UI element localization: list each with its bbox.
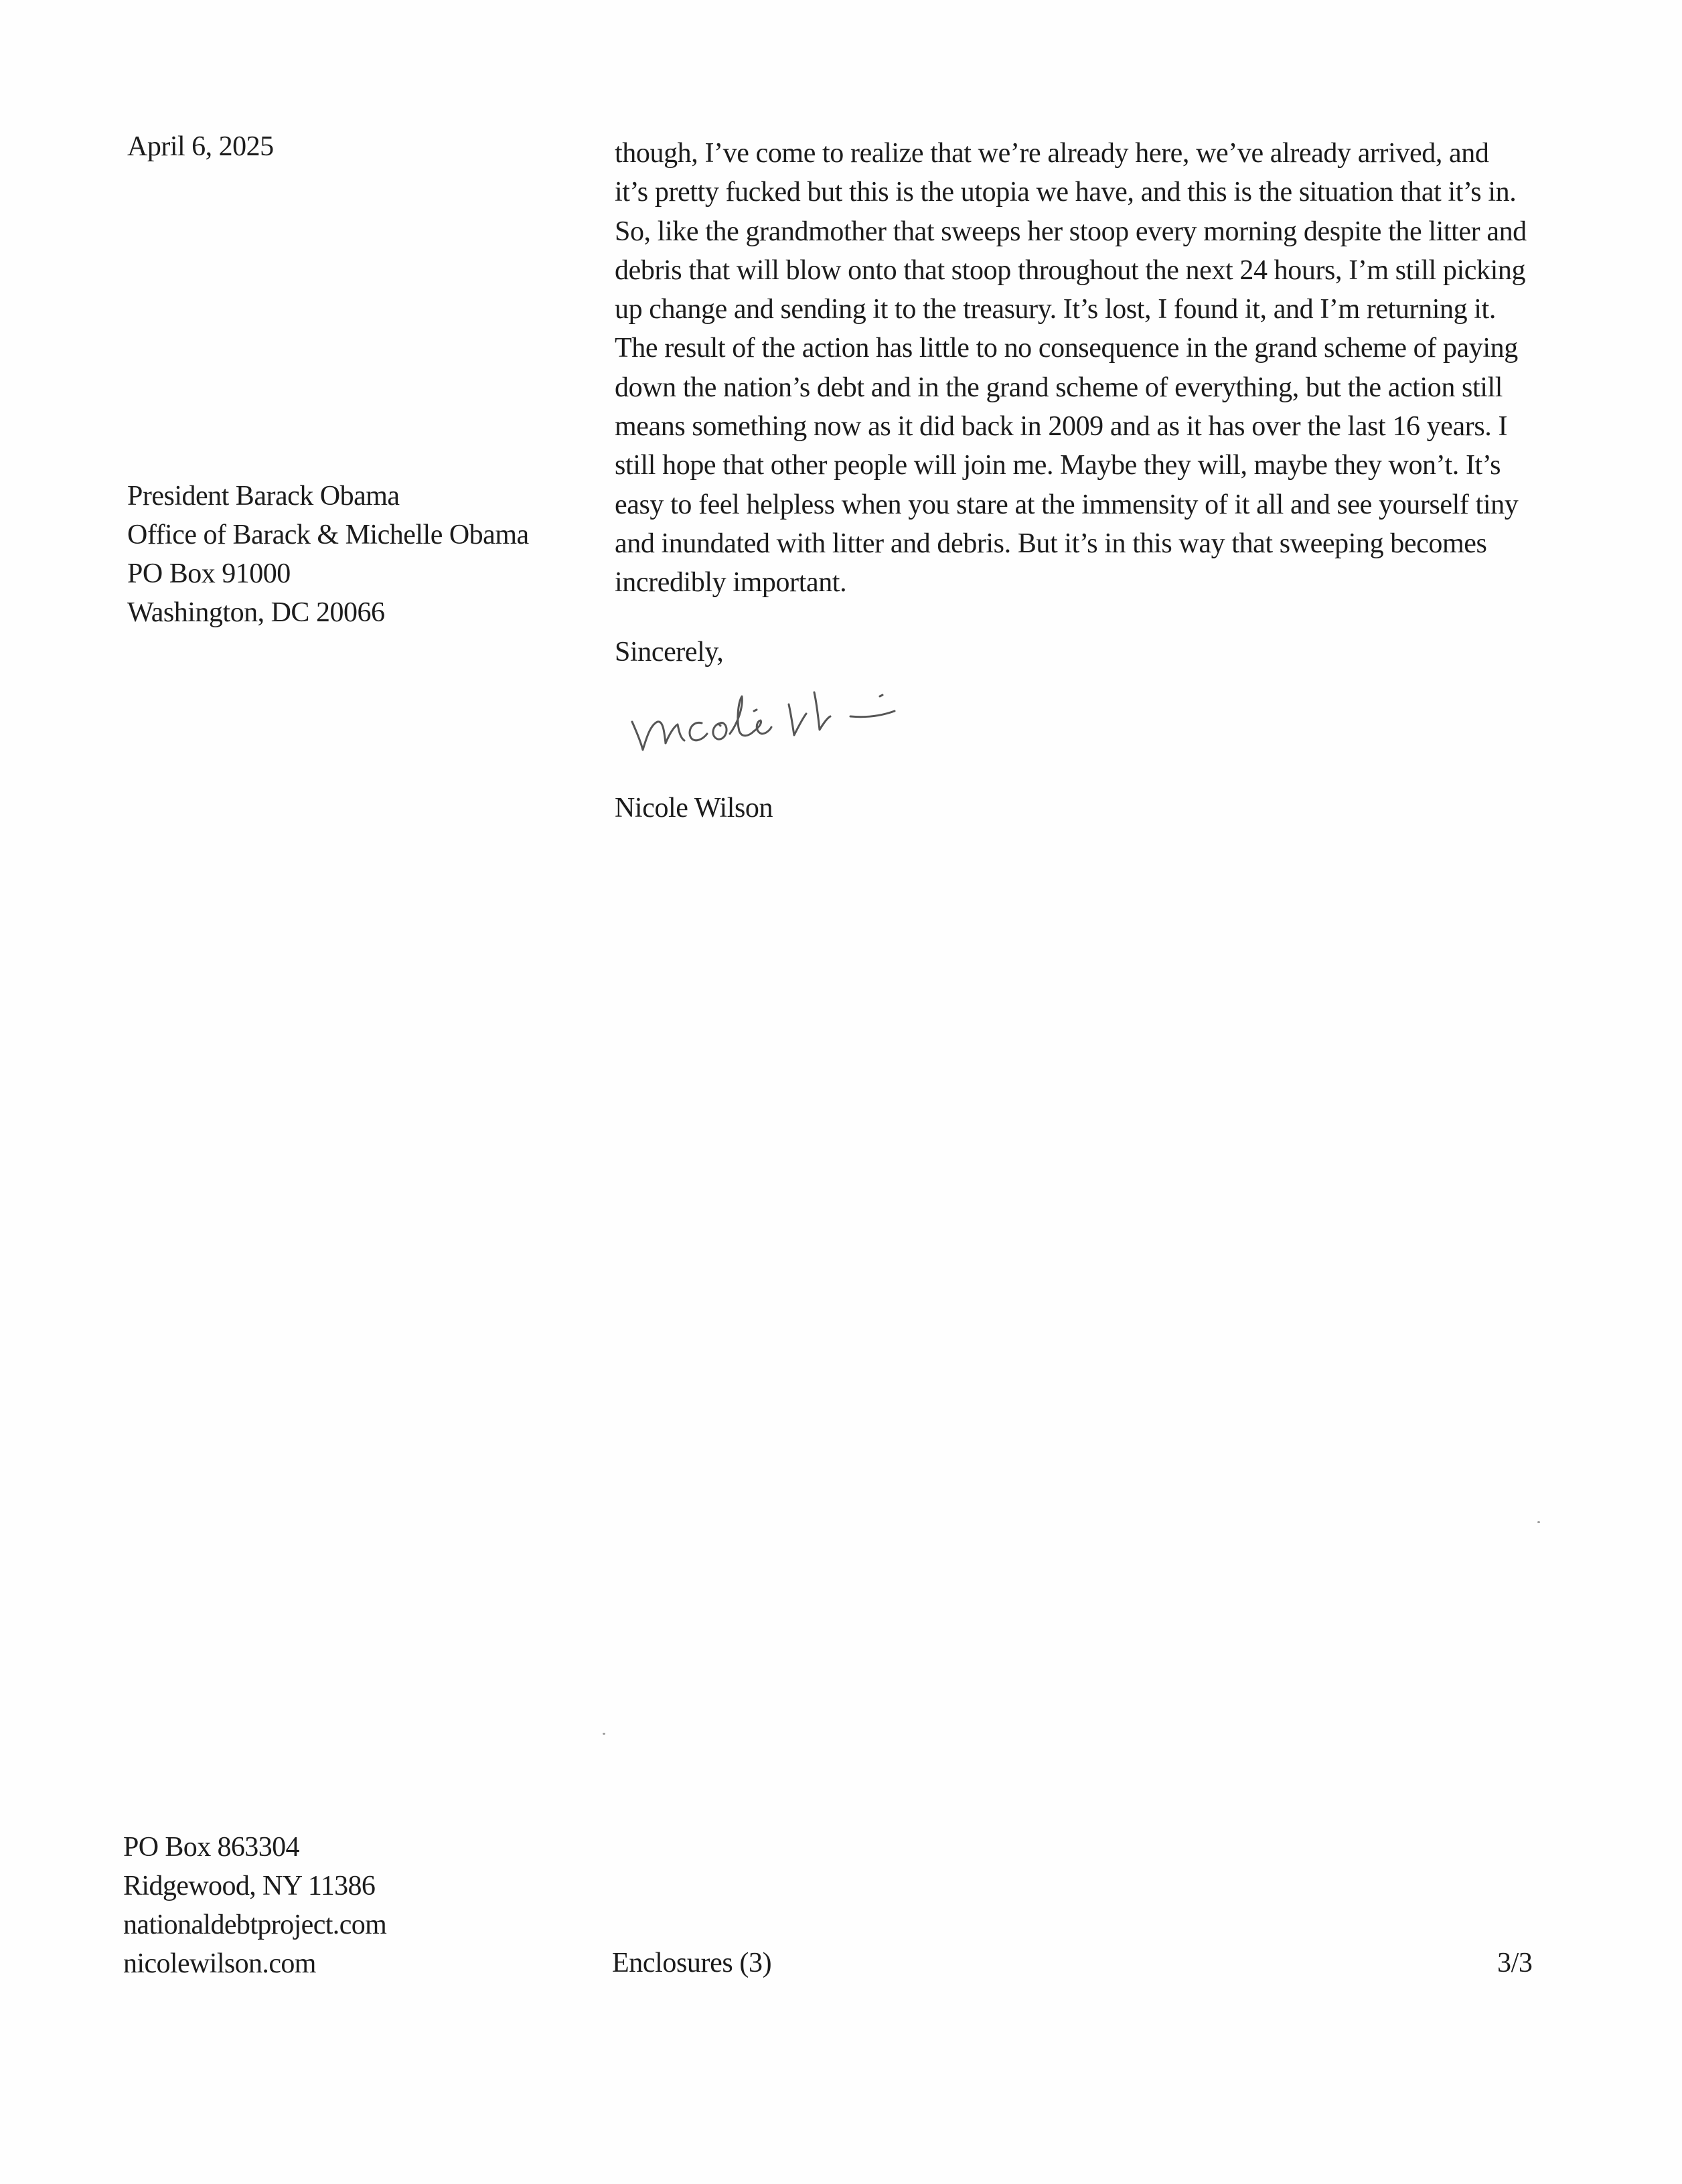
body-line: still hope that other people will join me. Maybe they will, maybe they won’t. It’s: [615, 450, 1501, 481]
body-line: means something now as it did back in 2009 and as it has over the last 16 years. I: [615, 411, 1508, 443]
body-line: it’s pretty fucked but this is the utopia we have, and this is the situation that it’s in.: [615, 177, 1517, 208]
recipient-address: [127, 477, 529, 632]
letter-date: April 6, 2025: [127, 131, 274, 162]
enclosures-note: Enclosures (3): [612, 1948, 772, 1978]
body-line: incredibly important.: [615, 567, 847, 599]
page-number: 3/3: [1497, 1948, 1533, 1978]
sender-website: nicolewilson.com: [123, 1948, 316, 1979]
recipient-line: Washington, DC 20066: [127, 597, 385, 628]
recipient-line: President Barack Obama: [127, 481, 400, 512]
sender-line: Ridgewood, NY 11386: [123, 1871, 376, 1901]
body-line: easy to feel helpless when you stare at the immensity of it all and see yourself tiny: [615, 489, 1519, 520]
sender-line: PO Box 863304: [123, 1832, 299, 1863]
body-line: down the nation’s debt and in the grand scheme of everything, but the action still: [615, 372, 1503, 403]
paper-speck: [1537, 1521, 1540, 1523]
recipient-line: PO Box 91000: [127, 558, 291, 589]
handwritten-signature: [623, 670, 937, 770]
body-line: though, I’ve come to realize that we’re already here, we’ve already arrived, and: [615, 138, 1489, 169]
letter-body: [615, 134, 1539, 603]
body-line: So, like the grandmother that sweeps her stoop every morning despite the litter and: [615, 216, 1527, 247]
body-line: debris that will blow onto that stoop throughout the next 24 hours, I’m still picking: [615, 254, 1526, 286]
sender-address: [123, 1828, 386, 1983]
body-line: up change and sending it to the treasury. It’s lost, I found it, and I’m returning it.: [615, 294, 1496, 325]
letter-closing: Sincerely,: [615, 637, 724, 668]
recipient-line: Office of Barack & Michelle Obama: [127, 520, 529, 550]
paper-speck: [603, 1733, 605, 1735]
sender-website: nationaldebtproject.com: [123, 1909, 387, 1940]
body-line: and inundated with litter and debris. But it’s in this way that sweeping becomes: [615, 528, 1487, 559]
body-line: The result of the action has little to no consequence in the grand scheme of paying: [615, 333, 1518, 364]
signer-name: Nicole Wilson: [615, 793, 773, 824]
